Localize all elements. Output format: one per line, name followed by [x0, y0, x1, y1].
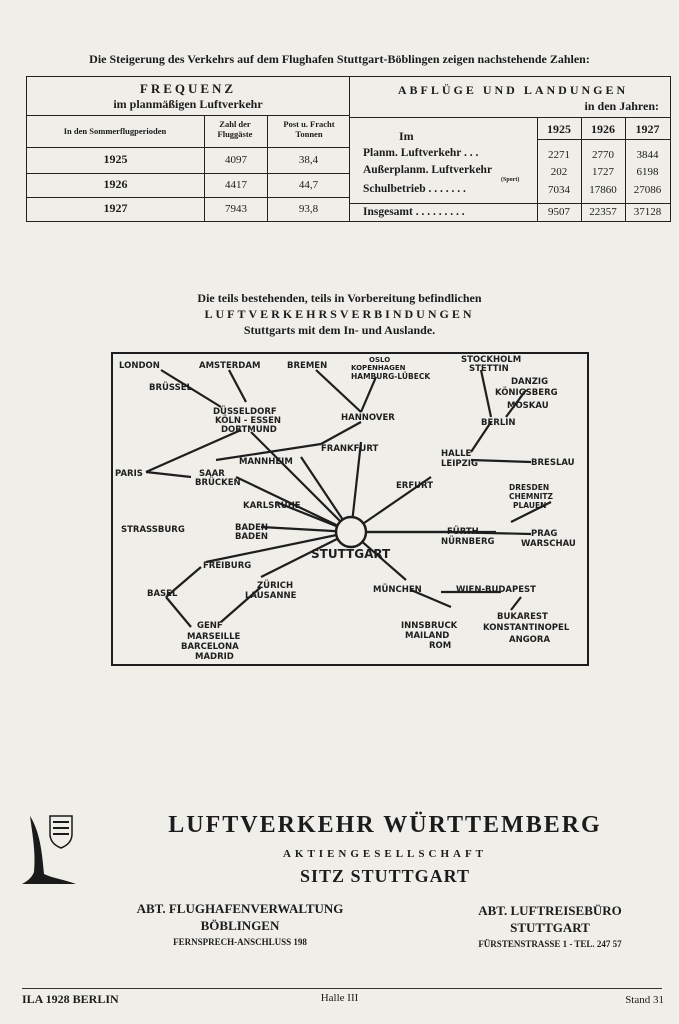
route-line: [166, 597, 191, 627]
headline: Die Steigerung des Verkehrs auf dem Flughafen Stuttgart-Böblingen zeigen nachstehende Zahlen:: [89, 52, 590, 66]
frequenz-row-passengers: 7943: [225, 203, 247, 215]
city-label: MAILAND: [405, 631, 450, 641]
abfluege-cell: 3844: [636, 149, 659, 161]
frequenz-row-freight: 38,4: [298, 154, 319, 166]
footer-divider: [22, 988, 662, 989]
abfluege-cell: 27086: [633, 184, 662, 196]
route-line: [361, 377, 376, 412]
dept1-phone: FERNSPRECH-ANSCHLUSS 198: [173, 937, 307, 947]
city-label: DORTMUND: [221, 425, 277, 435]
company-logo: [22, 812, 78, 892]
abfluege-cell: 9507: [548, 206, 570, 218]
hub-label: STUTTGART: [311, 547, 391, 561]
city-label: MOSKAU: [507, 401, 549, 411]
city-label: BRÜSSEL: [149, 383, 193, 393]
city-label: WARSCHAU: [521, 539, 576, 549]
city-label: FÜRTH: [447, 527, 479, 537]
route-line: [146, 430, 241, 472]
stuttgart-hub-marker: [336, 517, 366, 547]
route-map: [111, 352, 589, 666]
city-label: NÜRNBERG: [441, 537, 495, 547]
abfluege-year-header: 1925: [547, 122, 571, 136]
city-label: BUKAREST: [497, 612, 548, 622]
city-label: PLAUEN: [513, 501, 547, 510]
footer-stand: Stand 31: [625, 994, 664, 1006]
frequenz-row-freight: 93,8: [298, 203, 319, 215]
abfluege-subtitle: in den Jahren:: [584, 99, 659, 113]
frequenz-col-passengers: Zahl der Fluggäste: [217, 119, 253, 139]
city-label: ERFURT: [396, 481, 434, 491]
frequenz-col-period: In den Sommerflugperioden: [63, 126, 167, 136]
city-label: PRAG: [531, 529, 558, 539]
frequenz-row-year: 1926: [103, 177, 128, 191]
city-label: BARCELONA: [181, 642, 239, 652]
city-label: DRESDEN: [509, 483, 550, 492]
coat-of-arms-shield: [50, 816, 72, 848]
company-name: LUFTVERKEHR WÜRTTEMBERG: [168, 812, 602, 838]
abfluege-year-header: 1927: [635, 122, 660, 136]
abfluege-cell: 202: [550, 166, 568, 178]
abfluege-cell: 6198: [636, 166, 659, 178]
company-seat: SITZ STUTTGART: [300, 866, 470, 886]
city-label: KONSTANTINOPEL: [483, 623, 570, 633]
abfluege-cell: 2271: [548, 149, 570, 161]
city-label: HANNOVER: [341, 413, 395, 423]
city-label: FRANKFURT: [321, 444, 379, 454]
city-label: LEIPZIG: [441, 459, 478, 469]
route-line: [146, 472, 191, 477]
footer-hall: Halle III: [320, 992, 359, 1004]
city-label: HAMBURG-LÜBECK: [351, 372, 431, 381]
footer-exhibition: ILA 1928 BERLIN: [22, 992, 119, 1006]
frequenz-subtitle: im planmäßigen Luftverkehr: [113, 97, 263, 111]
abfluege-row-label: Insgesamt . . . . . . . . .: [363, 206, 465, 218]
route-line: [321, 422, 361, 444]
city-label: AMSTERDAM: [199, 361, 261, 371]
abfluege-year-header: 1926: [591, 122, 615, 136]
city-label: KARLSRUHE: [243, 501, 301, 511]
abfluege-row-note: (Sport): [501, 177, 520, 183]
city-label: BASEL: [147, 589, 178, 599]
abfluege-cell: 17860: [589, 184, 617, 196]
city-label: FREIBURG: [203, 561, 252, 571]
route-line: [481, 370, 491, 417]
city-label: MARSEILLE: [187, 632, 241, 642]
frequenz-row-year: 1925: [103, 152, 128, 166]
abfluege-cell: 2770: [592, 149, 614, 161]
route-line: [471, 460, 531, 462]
city-label: STETTIN: [469, 364, 509, 374]
city-label: LAUSANNE: [245, 591, 297, 601]
frequenz-row-year: 1927: [103, 201, 128, 215]
city-label: MANNHEIM: [239, 457, 293, 467]
city-label: SAAR: [199, 469, 225, 479]
city-label: BREMEN: [287, 361, 328, 371]
abfluege-title: ABFLÜGE UND LANDUNGEN: [397, 83, 629, 97]
city-label: KÖLN - ESSEN: [215, 416, 281, 426]
city-label: WIEN-BUDAPEST: [456, 585, 536, 595]
abfluege-row-label: Planm. Luftverkehr . . .: [363, 147, 479, 159]
city-label: BRESLAU: [531, 458, 575, 468]
city-label: BADEN: [235, 532, 269, 542]
route-line: [229, 370, 246, 402]
city-label: STRASSBURG: [121, 525, 185, 535]
map-title-line3: Stuttgarts mit dem In- und Auslande.: [243, 323, 436, 337]
abfluege-row-label: Außerplanm. Luftverkehr: [363, 164, 493, 176]
city-label: STOCKHOLM: [461, 355, 522, 365]
city-label: ANGORA: [509, 635, 551, 645]
dept1-line1: ABT. FLUGHAFENVERWALTUNG: [136, 901, 344, 916]
map-title-line1: Die teils bestehenden, teils in Vorbereitung befindlichen: [197, 291, 482, 305]
dept2-line2: STUTTGART: [510, 920, 590, 935]
route-line: [511, 597, 521, 610]
company-type: AKTIENGESELLSCHAFT: [282, 848, 488, 860]
city-label: CHEMNITZ: [509, 492, 553, 501]
abfluege-cell: 22357: [589, 206, 617, 218]
department-airport: [100, 900, 380, 951]
city-label: MÜNCHEN: [373, 585, 422, 595]
statistics-tables: [26, 76, 671, 222]
city-label: PARIS: [115, 469, 143, 479]
city-label: LONDON: [119, 361, 160, 371]
city-label: KOPENHAGEN: [351, 364, 406, 372]
frequenz-row-passengers: 4417: [225, 179, 247, 191]
abfluege-label-im: Im: [399, 129, 414, 143]
abfluege-cell: 7034: [548, 184, 570, 196]
frequenz-col-freight: Post u. Fracht Tonnen: [283, 119, 335, 139]
city-label: ROM: [429, 641, 452, 651]
city-label: KÖNIGSBERG: [495, 388, 558, 398]
city-label: MADRID: [195, 652, 234, 662]
abfluege-cell: 37128: [633, 206, 662, 218]
city-label: BRÜCKEN: [195, 478, 241, 488]
city-label: ZÜRICH: [257, 581, 294, 591]
dept2-address: FÜRSTENSTRASSE 1 - TEL. 247 57: [478, 939, 622, 949]
city-label: BERLIN: [481, 418, 516, 428]
frequenz-row-passengers: 4097: [225, 154, 247, 166]
city-label: DANZIG: [511, 377, 549, 387]
city-label: BADEN-: [235, 523, 272, 533]
city-label: DÜSSELDORF: [213, 407, 277, 417]
frequenz-row-freight: 44,7: [298, 179, 319, 191]
city-label: INNSBRUCK: [401, 621, 458, 631]
city-label: HALLE: [441, 449, 472, 459]
city-label: GENF: [197, 621, 223, 631]
map-title: [0, 290, 679, 338]
frequenz-title: FREQUENZ: [139, 81, 237, 96]
dept1-line2: BÖBLINGEN: [200, 918, 280, 933]
dept2-line1: ABT. LUFTREISEBÜRO: [478, 903, 622, 918]
map-title-line2: LUFTVERKEHRSVERBINDUNGEN: [204, 307, 475, 321]
city-label: OSLO: [369, 356, 391, 364]
department-travel-office: [420, 902, 679, 953]
abfluege-row-label: Schulbetrieb . . . . . . .: [363, 183, 466, 195]
abfluege-cell: 1727: [592, 166, 614, 178]
